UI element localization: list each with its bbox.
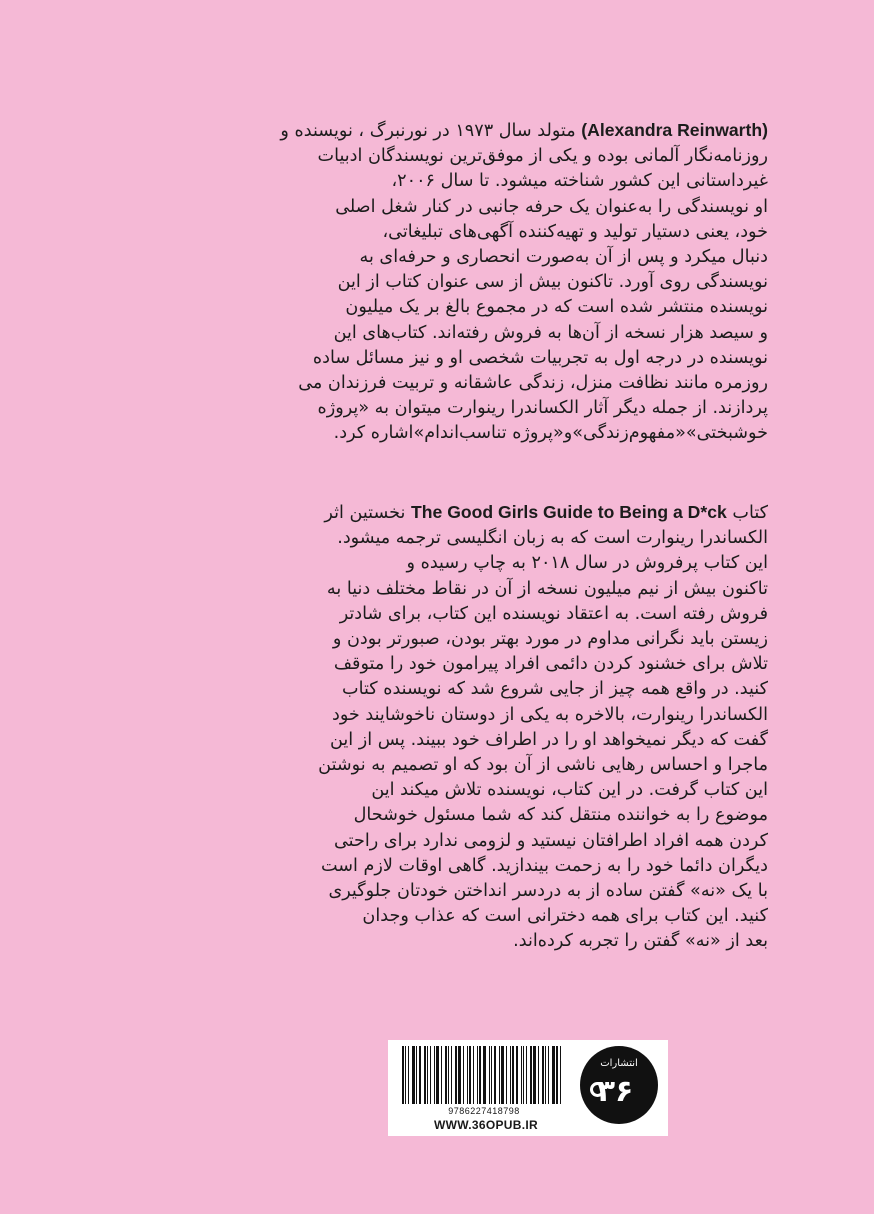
text-line [118, 371, 768, 396]
text-line [118, 652, 768, 677]
barcode-bar [516, 1046, 518, 1104]
barcode-bar [419, 1046, 421, 1104]
book-description-paragraph [118, 500, 768, 955]
text-segment: متولد سال ۱۹۷۳ در نورنبرگ ، نویسنده و [280, 121, 582, 141]
barcode-bar [489, 1046, 490, 1104]
text-segment: دیگران دائما خود را به زحمت بیندازید. گاهی اوقات لازم است [321, 855, 768, 876]
text-line [118, 879, 768, 904]
barcode-bar [552, 1046, 555, 1104]
barcode-bar [556, 1046, 558, 1104]
barcode-bar [451, 1046, 452, 1104]
barcode-bar [545, 1046, 546, 1104]
barcode-bar [402, 1046, 404, 1104]
text-segment: الکساندرا رینوارت، بالاخره به یکی از دوستان ناخوشایند خود [331, 704, 768, 725]
text-segment: غیرداستانی این کشور شناخته میشود. تا سال ۲۰۰۶، [391, 171, 768, 192]
barcode-bar [427, 1046, 428, 1104]
text-line [118, 778, 768, 803]
isbn-number: 9786227418798 [448, 1106, 520, 1116]
text-segment: تلاش برای خشنود کردن دائمی افراد پیرامون خود را متوقف [333, 654, 768, 675]
barcode-bar [560, 1046, 561, 1104]
text-line [118, 703, 768, 728]
text-line [118, 220, 768, 245]
barcode-panel [388, 1040, 668, 1136]
degree-ring-icon [590, 1082, 605, 1097]
text-segment: این کتاب گرفت. در این کتاب، نویسنده تلاش میکند این [371, 780, 768, 801]
text-segment: پردازند. از جمله دیگر آثار الکساندرا رینوارت میتوان به «پروژه [317, 398, 768, 419]
barcode-bar [510, 1046, 511, 1104]
barcode-bar [430, 1046, 431, 1104]
english-text-segment: The Good Girls Guide to Being a D*ck [411, 502, 727, 522]
barcode-bar [469, 1046, 471, 1104]
barcode-bar [494, 1046, 496, 1104]
text-segment: ماجرا و احساس رهایی ناشی از آن بود که او تصمیم به نوشتن [318, 755, 768, 776]
text-line [118, 904, 768, 929]
text-segment: نویسندگی روی آورد. تاکنون بیش از سی عنوان کتاب از این [337, 272, 768, 293]
text-line [118, 627, 768, 652]
text-segment: نخستین اثر [324, 503, 412, 523]
text-line [118, 551, 768, 576]
barcode-bar [448, 1046, 449, 1104]
text-line [118, 929, 768, 954]
text-line [118, 118, 768, 144]
barcode-bar [477, 1046, 478, 1104]
barcode-bar [455, 1046, 457, 1104]
text-segment: کتاب [726, 503, 768, 523]
barcode-bar [436, 1046, 439, 1104]
text-line [118, 346, 768, 371]
barcode-bar [463, 1046, 464, 1104]
text-line [118, 829, 768, 854]
barcode-bar [526, 1046, 527, 1104]
text-segment: تاکنون بیش از نیم میلیون نسخه از آن در نقاط مختلف دنیا به [326, 578, 768, 599]
barcode-bar [408, 1046, 409, 1104]
barcode [402, 1046, 566, 1104]
text-line [118, 854, 768, 879]
text-segment: الکساندرا رینوارت است که به زبان انگلیسی ترجمه میشود. [337, 528, 768, 549]
text-line [118, 195, 768, 220]
text-segment: زیستن باید نگرانی مداوم در مورد بهتر بودن، صبورتر بودن و [332, 629, 768, 650]
text-line [118, 245, 768, 270]
barcode-bar [538, 1046, 539, 1104]
author-bio-paragraph [118, 118, 768, 447]
barcode-bar [412, 1046, 415, 1104]
text-segment: موضوع را به خواننده منتقل کند که شما مسئول خوشحال [353, 805, 768, 826]
text-segment: و سیصد هزار نسخه از آن‌ها به فروش رفته‌اند. کتاب‌های این [333, 322, 768, 343]
text-segment: بعد از «نه» گفتن را تجربه کرده‌اند. [513, 931, 768, 952]
publisher-label: انتشارات [600, 1058, 638, 1069]
barcode-bar [434, 1046, 435, 1104]
publisher-website: WWW.36OPUB.IR [434, 1118, 538, 1132]
text-segment: کنید. در واقع همه چیز از جایی شروع شد که نویسنده کتاب [342, 679, 768, 700]
text-segment: دنبال میکرد و پس از آن به‌صورت انحصاری و حرفه‌ای به [359, 247, 768, 268]
publisher-number: ۳۶ [596, 1074, 634, 1109]
text-line [118, 396, 768, 421]
barcode-bar [473, 1046, 474, 1104]
barcode-bar [521, 1046, 522, 1104]
text-line [118, 577, 768, 602]
barcode-bar [506, 1046, 507, 1104]
text-segment: روزمره مانند نظافت منزل، زندگی عاشقانه و تربیت فرزندان می [298, 373, 768, 394]
barcode-bar [530, 1046, 532, 1104]
barcode-bar [512, 1046, 514, 1104]
barcode-bar [499, 1046, 500, 1104]
barcode-bar [523, 1046, 524, 1104]
text-segment: گفت که دیگر نمیخواهد او را در اطراف خود ببیند. پس از این [329, 729, 768, 750]
text-segment: روزنامه‌نگار آلمانی بوده و یکی از موفق‌ترین نویسندگان ادبیات [317, 146, 768, 167]
text-line [118, 295, 768, 320]
text-line [118, 144, 768, 169]
english-text-segment: (Alexandra Reinwarth) [581, 120, 768, 140]
text-line [118, 500, 768, 526]
barcode-bar [445, 1046, 447, 1104]
barcode-bar [441, 1046, 442, 1104]
text-line [118, 169, 768, 194]
barcode-bar [467, 1046, 468, 1104]
publisher-logo [580, 1046, 658, 1124]
text-segment: این کتاب پرفروش در سال ۲۰۱۸ به چاپ رسیده و [406, 553, 768, 574]
barcode-bar [405, 1046, 406, 1104]
barcode-bar [542, 1046, 544, 1104]
text-line [118, 321, 768, 346]
text-line [118, 803, 768, 828]
barcode-bar [491, 1046, 492, 1104]
text-line [118, 526, 768, 551]
text-segment: کنید. این کتاب برای همه دخترانی است که عذاب وجدان [362, 906, 768, 927]
barcode-bar [479, 1046, 481, 1104]
barcode-bar [416, 1046, 417, 1104]
text-segment: نویسنده منتشر شده است که در مجموع بالغ بر یک میلیون [345, 297, 768, 318]
text-line [118, 728, 768, 753]
barcode-bar [533, 1046, 536, 1104]
text-line [118, 270, 768, 295]
text-segment: خود، یعنی دستیار تولید و تهیه‌کننده آگهی‌های تبلیغاتی، [382, 221, 768, 242]
barcode-bar [458, 1046, 461, 1104]
text-segment: نویسنده در درجه اول به تجربیات شخصی او و نیز مسائل ساده [312, 347, 768, 368]
barcode-bar [548, 1046, 549, 1104]
text-line [118, 677, 768, 702]
text-segment: کردن همه افراد اطرافتان نیستید و لزومی ندارد برای راحتی [333, 830, 768, 851]
text-segment: خوشبختی»«مفهوم‌زندگی»و«پروژه تناسب‌اندام»اشاره کرد. [333, 423, 768, 444]
text-line [118, 421, 768, 446]
text-segment: با یک «نه» گفتن ساده از به دردسر انداختن خودتان جلوگیری [328, 881, 768, 902]
text-segment: او نویسندگی را به‌عنوان یک حرفه جانبی در کنار شغل اصلی [335, 196, 768, 217]
barcode-bar [424, 1046, 426, 1104]
text-line [118, 753, 768, 778]
barcode-bar [483, 1046, 486, 1104]
text-segment: فروش رفته است. به اعتقاد نویسنده این کتاب، برای شادتر [339, 603, 768, 624]
barcode-bar [501, 1046, 504, 1104]
text-line [118, 602, 768, 627]
